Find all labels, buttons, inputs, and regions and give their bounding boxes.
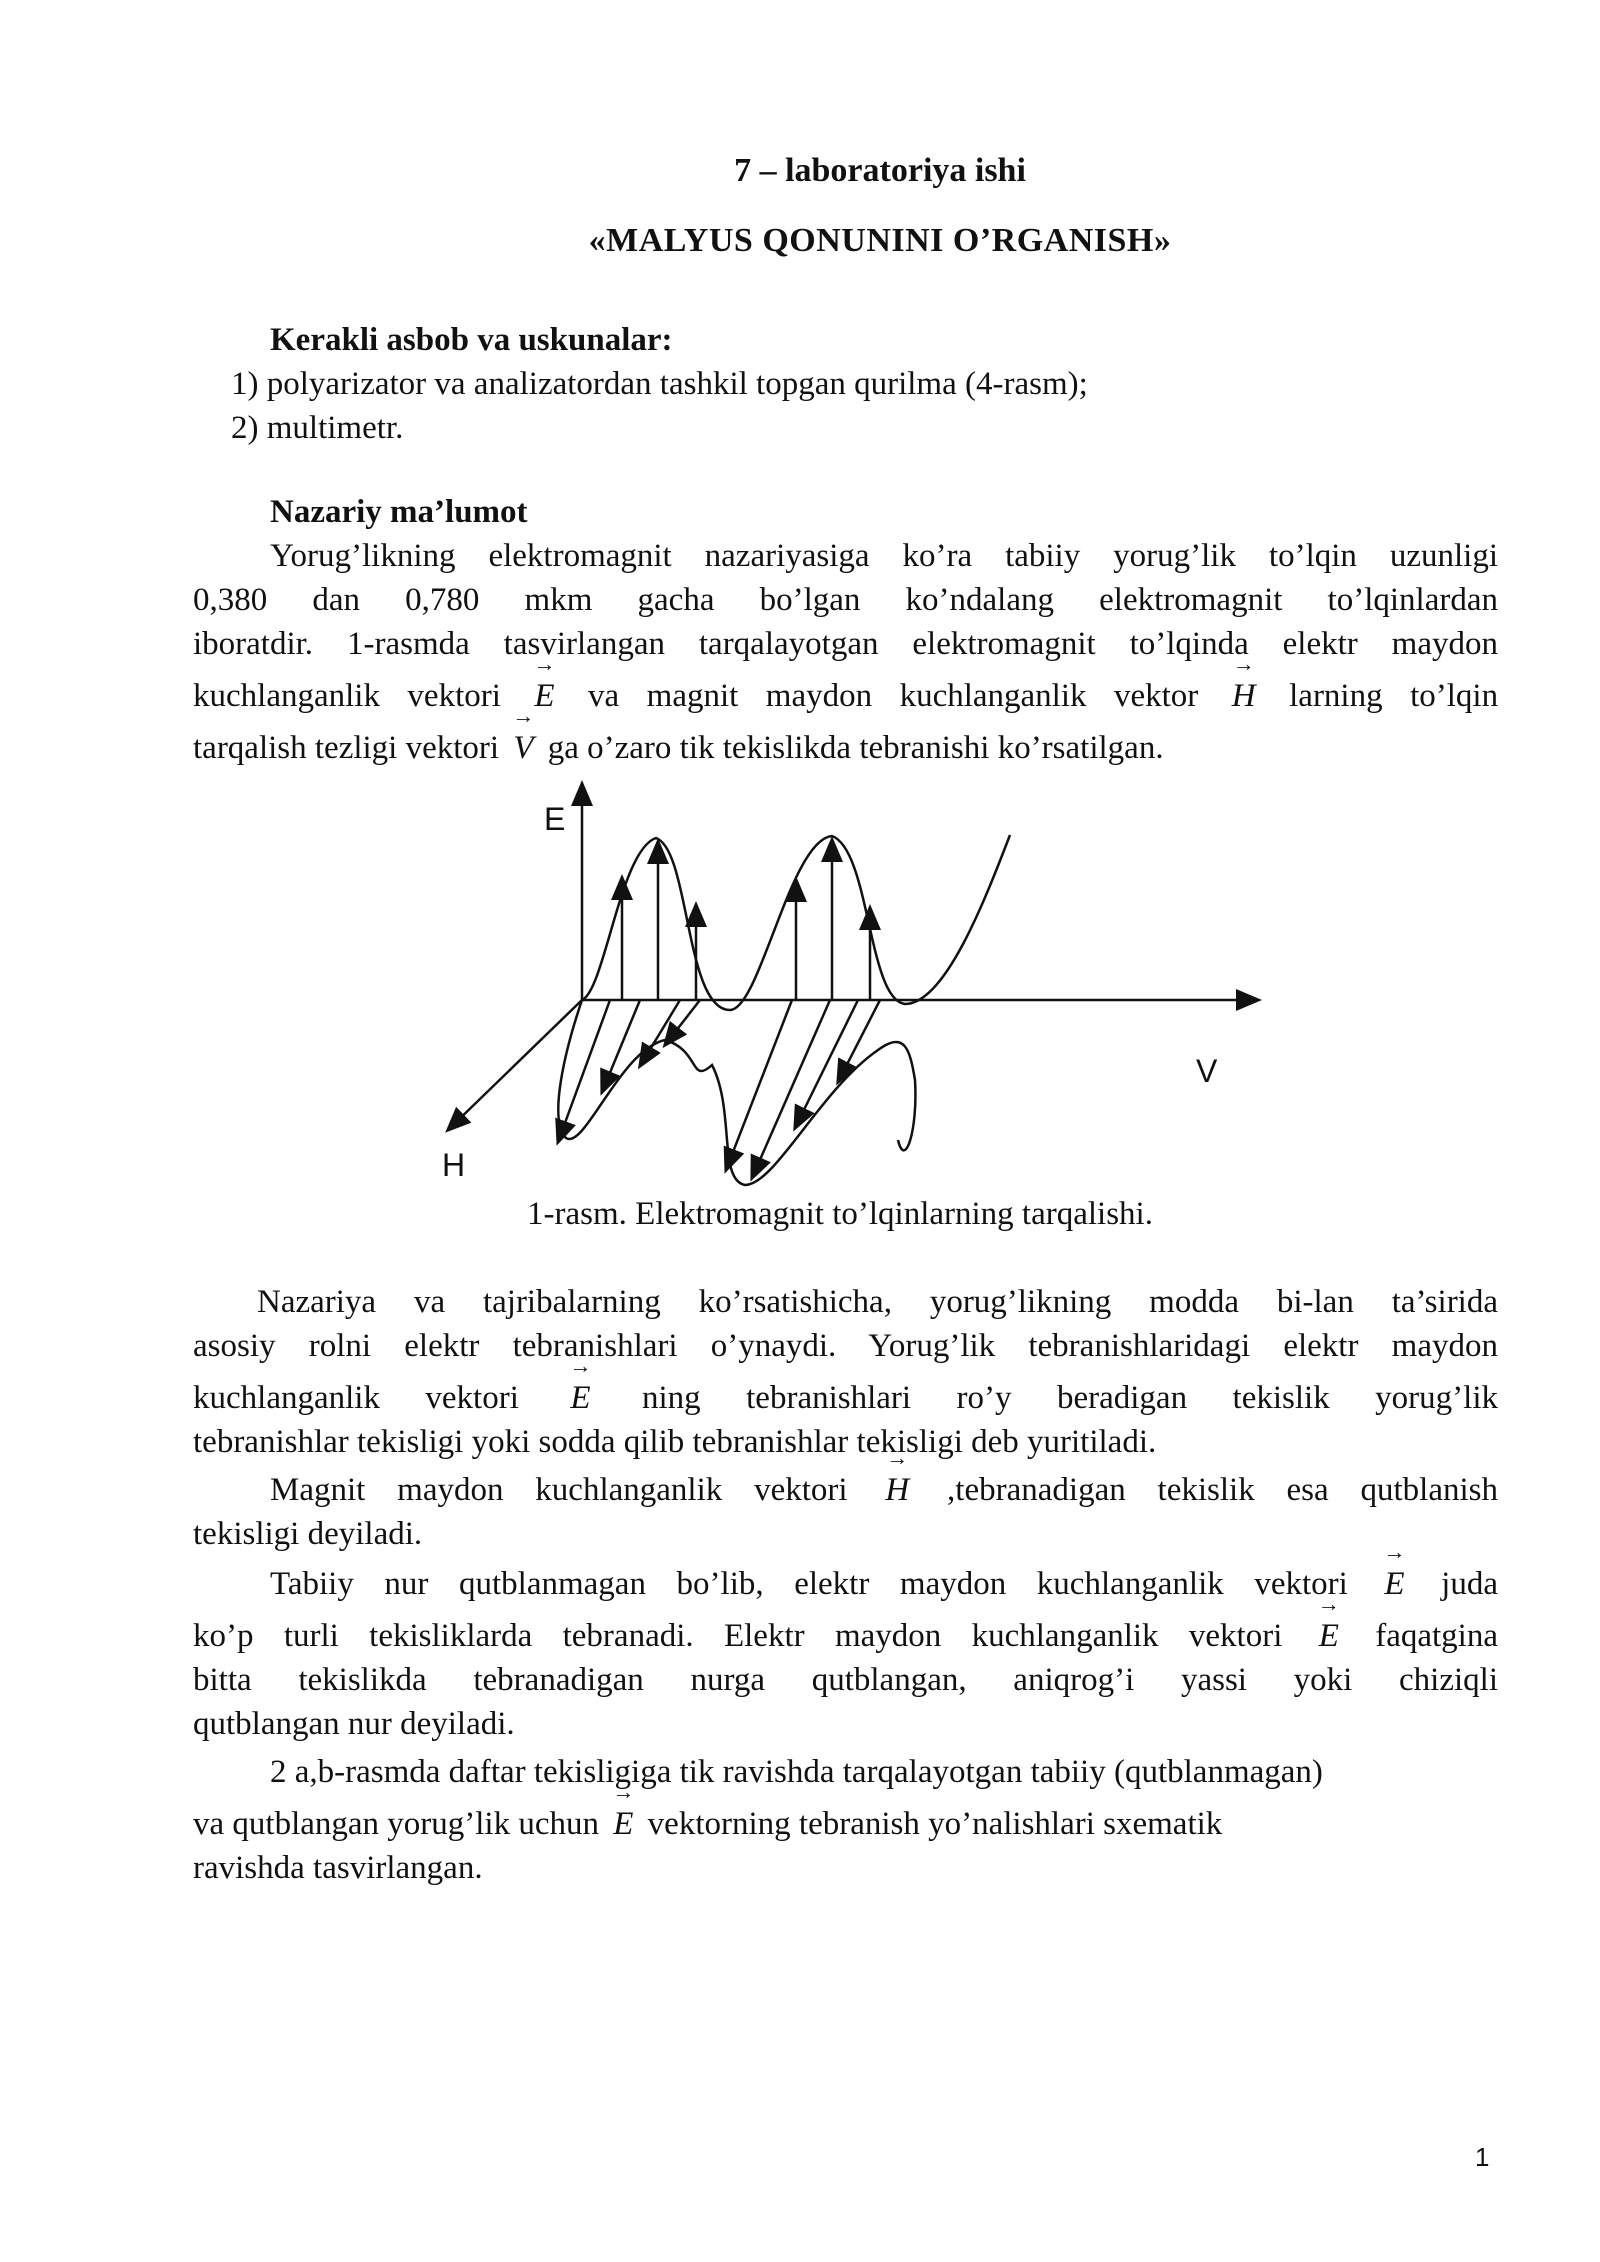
paragraph	[193, 1468, 1498, 1556]
h-vector-arrow	[640, 1000, 680, 1066]
h-vector-arrow	[602, 1000, 640, 1092]
paragraph-line: 0,380 dan 0,780 mkm gacha bo’lgan ko’ndalang elektromagnit to’lqinlardan	[193, 582, 1498, 618]
h-vector-arrow	[726, 1000, 792, 1170]
vector-e-symbol: → E	[528, 674, 560, 718]
paragraph-line	[193, 1802, 1498, 1846]
h-wave-curve	[558, 1000, 915, 1185]
theory-section	[193, 490, 1498, 770]
paragraph-line: asosiy rolni elektr tebranishlari o’ynaydi. Yorug’lik tebranishlaridagi elektr maydon	[193, 1328, 1498, 1364]
text-run: Magnit maydon kuchlanganlik vektori	[270, 1472, 848, 1508]
text-run: va qutblangan yorug’lik uchun	[193, 1806, 599, 1842]
text-run: va magnit maydon kuchlanganlik vektor	[588, 678, 1199, 714]
paragraph-line: tekisligi deyiladi.	[193, 1516, 423, 1552]
vector-e-symbol: → E	[564, 1376, 596, 1420]
equipment-item: 1) polyarizator va analizatordan tashkil topgan qurilma (4-rasm);	[231, 366, 1088, 402]
topic-title: «MALYUS QONUNINI O’RGANISH»	[588, 222, 1172, 259]
paragraph-line	[193, 1376, 1498, 1420]
vector-v-symbol: → V	[507, 726, 539, 770]
h-vector-arrow	[665, 1000, 700, 1045]
text-run: kuchlanganlik vektori	[193, 1380, 519, 1416]
text-run: juda	[1441, 1566, 1498, 1602]
h-vector-arrow	[752, 1000, 830, 1178]
text-run: ,tebranadigan tekislik esa qutblanish	[947, 1472, 1498, 1508]
vector-e-symbol: → E	[607, 1802, 639, 1846]
axis-v-label: V	[1196, 1053, 1218, 1089]
paragraph-line: tebranishlar tekisligi yoki sodda qilib tebranishlar tekisligi deb yuritiladi.	[193, 1424, 1157, 1460]
paragraph-line	[193, 674, 1498, 718]
text-run: ning tebranishlari ro’y beradigan tekislik yorug’lik	[642, 1380, 1498, 1416]
h-vector-arrow	[795, 1000, 858, 1128]
axis-h-label: H	[442, 1147, 466, 1183]
paragraph-line	[193, 1562, 1498, 1606]
vector-e-symbol: → E	[1313, 1614, 1345, 1658]
axis-e-label: E	[544, 801, 566, 837]
paragraph	[193, 1750, 1498, 1890]
page-number: 1	[1475, 2142, 1490, 2172]
vector-h-symbol: → H	[879, 1468, 915, 1512]
paragraph-line: iboratdir. 1-rasmda tasvirlangan tarqalayotgan elektromagnit to’lqinda elektr maydon	[193, 626, 1498, 662]
paragraph-line: Yorug’likning elektromagnit nazariyasiga ko’ra tabiiy yorug’lik to’lqin uzunligi	[270, 538, 1498, 574]
equipment-heading: Kerakli asbob va uskunalar:	[270, 322, 673, 358]
lab-title: 7 – laboratoriya ishi	[734, 152, 1026, 189]
paragraph	[193, 1280, 1498, 1464]
paragraph-line	[193, 726, 1498, 770]
figure-caption: 1-rasm. Elektromagnit to’lqinlarning tarqalishi.	[527, 1196, 1153, 1232]
text-run: ga o’zaro tik tekislikda tebranishi ko’rsatilgan.	[547, 730, 1164, 766]
equipment-section	[193, 318, 1498, 450]
paragraph-line: bitta tekislikda tebranadigan nurga qutblangan, aniqrog’i yassi yoki chiziqli	[193, 1662, 1498, 1698]
h-vector-arrow	[838, 1000, 880, 1082]
text-run: faqatgina	[1375, 1618, 1499, 1654]
h-vector-arrow	[558, 1000, 610, 1142]
vector-e-symbol: → E	[1378, 1562, 1410, 1606]
text-run: tarqalish tezligi vektori	[193, 730, 500, 766]
text-run: Tabiiy nur qutblanmagan bo’lib, elektr maydon kuchlanganlik vektori	[270, 1566, 1348, 1602]
paragraph	[193, 1562, 1498, 1746]
paragraph-line: qutblangan nur deyiladi.	[193, 1706, 515, 1742]
paragraph-line	[193, 1614, 1498, 1658]
e-wave-curve	[582, 835, 1010, 1010]
theory-heading: Nazariy ma’lumot	[270, 494, 528, 530]
text-run: kuchlanganlik vektori	[193, 678, 501, 714]
paragraph-line: ravishda tasvirlangan.	[193, 1850, 483, 1886]
paragraph-line: 2 a,b-rasmda daftar tekisligiga tik ravishda tarqalayotgan tabiiy (qutblanmagan)	[270, 1754, 1323, 1790]
equipment-item: 2) multimetr.	[231, 410, 404, 446]
paragraph-line	[193, 1468, 1498, 1512]
text-run: ko’p turli tekisliklarda tebranadi. Elektr maydon kuchlanganlik vektori	[193, 1618, 1283, 1654]
text-run: larning to’lqin	[1289, 678, 1499, 714]
vector-h-symbol: → H	[1226, 674, 1262, 718]
text-run: vektorning tebranish yo’nalishlari sxematik	[647, 1806, 1223, 1842]
paragraph-line: Nazariya va tajribalarning ko’rsatishicha, yorug’likning modda bi-lan ta’sirida	[257, 1284, 1498, 1320]
axis-h-line	[448, 1000, 582, 1130]
